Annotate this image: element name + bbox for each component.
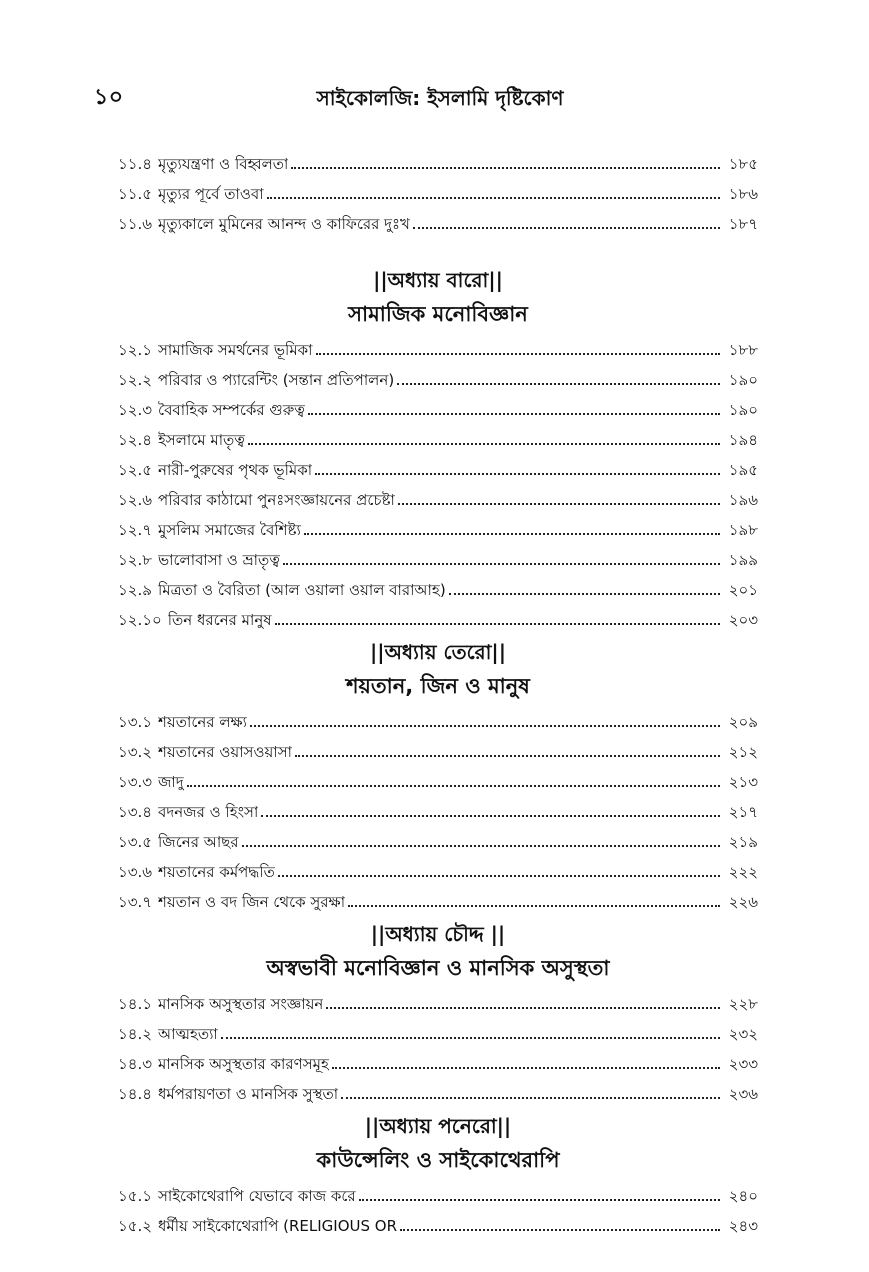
entry-number: ১৩.২ <box>118 743 153 761</box>
entry-page-number: ২১৭ <box>728 803 758 821</box>
entry-title: বৈবাহিক সম্পর্কের গুরুত্ব <box>158 401 305 419</box>
entry-title: শয়তান ও বদ জিন থেকে সুরক্ষা <box>158 893 346 911</box>
dot-leader <box>332 1066 720 1069</box>
entry-number: ১২.১০ <box>118 611 162 629</box>
entry-page-number: ২৩২ <box>728 1025 758 1043</box>
toc-entry[interactable] <box>118 542 758 572</box>
entry-number: ১৩.১ <box>118 713 152 731</box>
chapter-label: ||অধ্যায় পনেরো|| <box>364 1114 512 1138</box>
entry-title: মৃত্যুর পূর্বে তাওবা <box>157 185 264 203</box>
entry-title: শয়তানের কর্মপদ্ধতি <box>158 863 275 881</box>
entry-title: শয়তানের লক্ষ্য <box>158 713 247 731</box>
dot-leader <box>341 1096 720 1099</box>
dot-leader <box>449 592 720 595</box>
toc-entry[interactable] <box>118 1016 758 1046</box>
entry-title: আত্মহত্যা <box>158 1025 218 1043</box>
entry-page-number: ১৯৯ <box>728 551 758 569</box>
dot-leader <box>326 1006 720 1009</box>
entry-number: ১৩.৫ <box>118 833 152 851</box>
entry-number: ১২.২ <box>118 371 153 389</box>
entry-title: সাইকোথেরাপি যেভাবে কাজ করে <box>157 1187 356 1205</box>
entry-number: ১৩.৭ <box>118 893 153 911</box>
entry-number: ১২.৭ <box>118 521 153 539</box>
entry-number: ১৪.৩ <box>118 1055 152 1073</box>
entry-page-number: ২৪৩ <box>728 1217 758 1235</box>
entry-number: ১১.৬ <box>118 215 152 233</box>
entry-page-number: ১৮৬ <box>728 185 758 203</box>
entry-title: বদনজর ও হিংসা <box>158 803 259 821</box>
dot-leader <box>359 1198 720 1201</box>
entry-number: ১৪.৪ <box>118 1085 152 1103</box>
entry-number: ১৫.১ <box>118 1187 152 1205</box>
dot-leader <box>248 442 720 445</box>
entry-title: মিত্রতা ও বৈরিতা (আল ওয়ালা ওয়াল বারাআহ) <box>158 581 446 599</box>
entry-number: ১৫.২ <box>118 1217 152 1235</box>
dot-leader <box>316 352 720 355</box>
entry-page-number: ২৩৬ <box>728 1085 758 1103</box>
entry-number: ১২.৬ <box>118 491 153 509</box>
entry-page-number: ২২২ <box>728 863 758 881</box>
toc-entry[interactable] <box>118 392 758 422</box>
entry-title: ইসলামে মাতৃত্ব <box>158 431 245 449</box>
entry-number: ১৪.১ <box>118 995 152 1013</box>
toc-entry[interactable] <box>118 824 758 854</box>
entry-page-number: ১৮৮ <box>728 341 758 359</box>
entry-number: ১২.৫ <box>118 461 152 479</box>
dot-leader <box>187 784 720 787</box>
section-spacer <box>118 236 758 264</box>
entry-page-number: ২১৯ <box>728 833 758 851</box>
chapter-label: ||অধ্যায় তেরো|| <box>369 640 507 664</box>
entry-title: শয়তানের ওয়াসওয়াসা <box>158 743 292 761</box>
toc-entry[interactable] <box>118 884 758 914</box>
dot-leader <box>291 166 720 169</box>
entry-title: মুসলিম সমাজের বৈশিষ্ট্য <box>158 521 301 539</box>
entry-title: জিনের আছর <box>158 833 239 851</box>
entry-title: ধর্মপরায়ণতা ও মানসিক সুস্থতা <box>157 1085 339 1103</box>
entry-title: নারী-পুরুষের পৃথক ভূমিকা <box>158 461 313 479</box>
entry-page-number: ২২৮ <box>728 995 758 1013</box>
entry-title: জাদু <box>158 773 184 791</box>
toc-entry[interactable] <box>118 332 758 362</box>
dot-leader <box>221 1036 720 1039</box>
running-title: সাইকোলজি: ইসলামি দৃষ্টিকোণ <box>316 86 564 110</box>
entry-page-number: ২১২ <box>728 743 758 761</box>
entry-page-number: ২৩৩ <box>728 1055 758 1073</box>
entry-page-number: ১৯৮ <box>728 521 758 539</box>
entry-number: ১২.৮ <box>118 551 152 569</box>
toc-entry[interactable] <box>118 362 758 392</box>
toc-entry[interactable] <box>118 986 758 1016</box>
dot-leader <box>304 532 720 535</box>
entry-title: মৃত্যুযন্ত্রণা ও বিহ্বলতা <box>157 155 289 173</box>
entry-page-number: ২০১ <box>728 581 758 599</box>
toc-entry[interactable] <box>118 764 758 794</box>
dot-leader <box>267 196 720 199</box>
dot-leader <box>315 472 720 475</box>
toc-entry[interactable] <box>118 854 758 884</box>
dot-leader <box>295 754 720 757</box>
entry-page-number: ১৯৫ <box>728 461 758 479</box>
toc-entry[interactable] <box>118 146 758 176</box>
dot-leader <box>308 412 720 415</box>
dot-leader <box>413 226 720 229</box>
entry-page-number: ১৮৭ <box>728 215 758 233</box>
entry-number: ১৩.৪ <box>118 803 152 821</box>
toc-entry[interactable] <box>118 602 758 632</box>
entry-number: ১২.১ <box>118 341 152 359</box>
entry-page-number: ১৯০ <box>728 371 758 389</box>
toc-entry[interactable] <box>118 176 758 206</box>
page-number: ১০ <box>94 85 124 110</box>
toc-entry[interactable] <box>118 1076 758 1106</box>
entry-number: ১২.৯ <box>118 581 152 599</box>
entry-title: মানসিক অসুস্থতার সংজ্ঞায়ন <box>157 995 324 1013</box>
entry-page-number: ২১৩ <box>728 773 758 791</box>
toc-entry[interactable] <box>118 704 758 734</box>
dot-leader <box>278 874 720 877</box>
dot-leader <box>283 562 720 565</box>
dot-leader <box>242 844 720 847</box>
toc-entry[interactable] <box>118 1178 758 1208</box>
entry-title: তিন ধরনের মানুষ <box>167 611 272 629</box>
toc-entry[interactable] <box>118 794 758 824</box>
toc-entry[interactable] <box>118 1046 758 1076</box>
entry-title: মানসিক অসুস্থতার কারণসমূহ <box>158 1055 329 1073</box>
dot-leader <box>250 724 720 727</box>
entry-number: ১৩.৬ <box>118 863 153 881</box>
chapter-label: ||অধ্যায় বারো|| <box>373 268 503 292</box>
toc-entry[interactable] <box>118 482 758 512</box>
dot-leader <box>398 502 720 505</box>
entry-page-number: ২৪০ <box>728 1187 758 1205</box>
chapter-title: শয়তান, জিন ও মানুষ <box>346 674 530 698</box>
entry-page-number: ১৮৫ <box>728 155 758 173</box>
entry-title: পরিবার কাঠামো পুনঃসংজ্ঞায়নের প্রচেষ্টা <box>158 491 395 509</box>
entry-number: ১৪.২ <box>118 1025 152 1043</box>
chapter-title: সামাজিক মনোবিজ্ঞান <box>348 302 528 326</box>
dot-leader <box>261 814 720 817</box>
entry-number: ১১.৫ <box>118 185 152 203</box>
toc-entry[interactable] <box>118 206 758 236</box>
chapter-title: কাউন্সেলিং ও সাইকোথেরাপি <box>316 1148 560 1172</box>
toc-entry[interactable] <box>118 452 758 482</box>
page-header <box>0 82 869 122</box>
toc-entry[interactable] <box>118 422 758 452</box>
entry-title: মৃত্যুকালে মুমিনের আনন্দ ও কাফিরের দুঃখ <box>158 215 410 233</box>
dot-leader <box>275 622 720 625</box>
entry-page-number: ১৯৪ <box>728 431 758 449</box>
entry-page-number: ২২৬ <box>728 893 758 911</box>
chapter-label: ||অধ্যায় চৌদ্দ || <box>370 922 506 946</box>
entry-title: ধর্মীয় সাইকোথেরাপি (RELIGIOUS OR <box>158 1217 398 1235</box>
toc-entry[interactable] <box>118 1208 758 1238</box>
toc-entry[interactable] <box>118 734 758 764</box>
entry-number: ১২.৪ <box>118 431 152 449</box>
entry-number: ১১.৪ <box>118 155 152 173</box>
chapter-title: অস্বভাবী মনোবিজ্ঞান ও মানসিক অসুস্থতা <box>266 956 610 980</box>
table-of-contents <box>118 146 758 1238</box>
entry-page-number: ২০৩ <box>728 611 758 629</box>
toc-entry[interactable] <box>118 512 758 542</box>
entry-number: ১২.৩ <box>118 401 153 419</box>
entry-title: পরিবার ও প্যারেন্টিং (সন্তান প্রতিপালন) <box>158 371 395 389</box>
entry-title: সামাজিক সমর্থনের ভূমিকা <box>158 341 313 359</box>
dot-leader <box>397 382 720 385</box>
dot-leader <box>400 1228 720 1231</box>
entry-page-number: ১৯০ <box>728 401 758 419</box>
entry-page-number: ২০৯ <box>728 713 758 731</box>
entry-title: ভালোবাসা ও ভ্রাতৃত্ব <box>158 551 280 569</box>
entry-page-number: ১৯৬ <box>728 491 758 509</box>
toc-entry[interactable] <box>118 572 758 602</box>
entry-number: ১৩.৩ <box>118 773 153 791</box>
dot-leader <box>348 904 720 907</box>
